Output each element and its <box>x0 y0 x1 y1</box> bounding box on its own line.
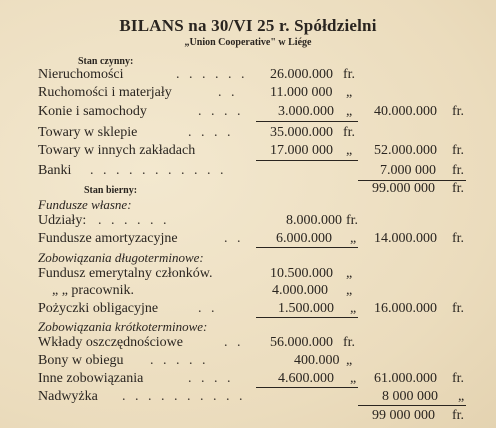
section-heading-liabilities: Stan bierny: <box>84 185 138 196</box>
page-subtitle: „Union Cooperative" w Liége <box>184 37 312 48</box>
table-row <box>38 407 478 425</box>
row-amount: 6.000.000 <box>276 231 332 246</box>
leader-dots: . . . . . . <box>176 67 248 82</box>
row-unit: „ <box>350 301 357 316</box>
subtotal-rule <box>256 247 358 248</box>
subsection-heading-own-funds: Fundusze własne: <box>38 197 132 212</box>
leader-dots: . . <box>224 231 244 246</box>
subsection-heading-short-term: Zobowiązania krótkoterminowe: <box>38 319 208 334</box>
leader-dots: . . . . <box>198 104 244 119</box>
row-amount: 17.000 000 <box>270 143 333 158</box>
row-amount: 10.500.000 <box>270 266 333 281</box>
total-rule <box>358 405 466 406</box>
row-unit: „ <box>346 266 353 281</box>
row-amount: 11.000 000 <box>270 85 333 100</box>
leader-dots: . . <box>224 335 244 350</box>
row-amount: 56.000.000 <box>270 335 333 350</box>
subtotal-rule <box>256 317 358 318</box>
row-total-unit: fr. <box>452 104 465 119</box>
table-row <box>38 162 478 180</box>
liabilities-grand-total: 99 000 000 <box>372 408 435 423</box>
row-unit: fr. <box>343 125 356 140</box>
row-amount: 35.000.000 <box>270 125 333 140</box>
leader-dots: . . . . . . . . . . . <box>90 163 227 178</box>
table-row <box>38 66 478 84</box>
section-heading-assets: Stan czynny: <box>78 56 134 67</box>
table-row <box>38 230 478 248</box>
table-row <box>38 282 478 300</box>
table-row <box>38 334 478 352</box>
table-row <box>38 212 478 230</box>
table-row <box>38 352 478 370</box>
liabilities-grand-total-unit: fr. <box>452 408 465 423</box>
subsection-heading-long-term: Zobowiązania długoterminowe: <box>38 250 204 265</box>
row-amount: 4.000.000 <box>272 283 328 298</box>
row-unit: fr. <box>346 213 359 228</box>
row-unit: „ <box>350 231 357 246</box>
assets-grand-total: 99.000 000 <box>372 181 435 196</box>
row-amount: 1.500.000 <box>278 301 334 316</box>
row-label: Wkłady oszczędnościowe <box>38 335 183 350</box>
table-row <box>38 124 478 142</box>
table-row <box>38 388 478 406</box>
row-label: Fundusz emerytalny członków. <box>38 266 213 281</box>
row-total: 7.000 000 <box>380 163 436 178</box>
row-amount: 26.000.000 <box>270 67 333 82</box>
assets-grand-total-unit: fr. <box>452 181 465 196</box>
row-amount: 8.000.000 <box>286 213 342 228</box>
table-row <box>38 142 478 160</box>
row-unit: „ <box>346 353 353 368</box>
row-total: 40.000.000 <box>374 104 437 119</box>
row-unit: „ <box>346 85 353 100</box>
table-row <box>38 103 478 121</box>
row-total-unit: fr. <box>452 301 465 316</box>
row-total-unit: fr. <box>452 143 465 158</box>
row-total-unit: fr. <box>452 231 465 246</box>
row-unit: „ <box>346 104 353 119</box>
row-label: Pożyczki obligacyjne <box>38 301 159 316</box>
leader-dots: . . <box>198 301 218 316</box>
row-total-unit: „ <box>458 389 465 404</box>
row-unit: „ <box>346 283 353 298</box>
leader-dots: . . . . <box>188 371 234 386</box>
row-label: „ „ pracownik. <box>52 283 135 298</box>
row-label: Bony w obiegu <box>38 353 124 368</box>
row-unit: fr. <box>343 335 356 350</box>
table-row <box>38 84 478 102</box>
row-label: Towary w sklepie <box>38 125 138 140</box>
leader-dots: . . . . . . . . . . <box>122 389 246 404</box>
leader-dots: . . . . <box>188 125 234 140</box>
row-unit: „ <box>346 143 353 158</box>
row-amount: 400.000 <box>294 353 340 368</box>
row-total: 14.000.000 <box>374 231 437 246</box>
row-label: Inne zobowiązania <box>38 371 144 386</box>
row-amount: 4.600.000 <box>278 371 334 386</box>
row-total: 52.000.000 <box>374 143 437 158</box>
page-title: BILANS na 30/VI 25 r. Spółdzielni <box>119 16 377 35</box>
row-label: Ruchomości i materjały <box>38 85 172 100</box>
row-total-unit: fr. <box>452 371 465 386</box>
table-row <box>38 300 478 318</box>
subtotal-rule <box>256 160 358 161</box>
row-unit: fr. <box>343 67 356 82</box>
row-label: Nieruchomości <box>38 67 124 82</box>
table-row <box>38 370 478 388</box>
row-label: Towary w innych zakładach <box>38 143 196 158</box>
leader-dots: . . . . . <box>150 353 209 368</box>
row-total-unit: fr. <box>452 163 465 178</box>
row-total: 16.000.000 <box>374 301 437 316</box>
subtotal-rule <box>256 121 358 122</box>
row-total: 8 000 000 <box>382 389 438 404</box>
leader-dots: . . <box>218 85 238 100</box>
row-label: Banki <box>38 163 72 178</box>
row-label: Konie i samochody <box>38 104 147 119</box>
row-label: Udziały: <box>38 213 87 228</box>
row-label: Fundusze amortyzacyjne <box>38 231 178 246</box>
table-row <box>38 265 478 283</box>
row-total: 61.000.000 <box>374 371 437 386</box>
row-unit: „ <box>350 371 357 386</box>
row-amount: 3.000.000 <box>278 104 334 119</box>
row-label: Nadwyżka <box>38 389 98 404</box>
leader-dots: . . . . . . <box>98 213 170 228</box>
